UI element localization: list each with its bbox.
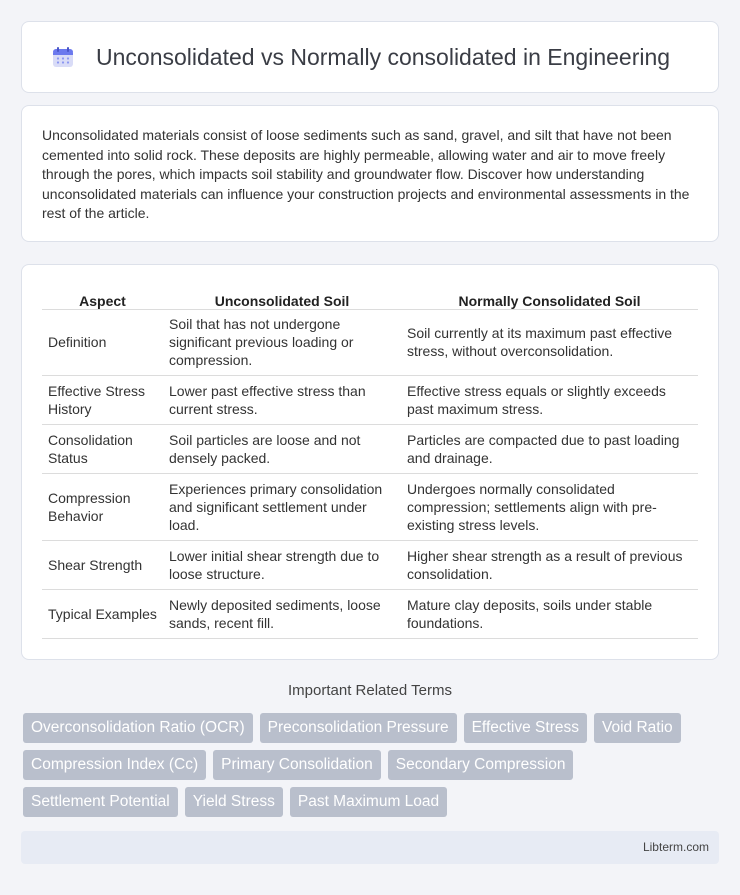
footer [21,831,719,864]
table-cell-aspect: Compression Behavior [42,473,163,540]
related-term-tag[interactable]: Void Ratio [594,713,681,743]
table-cell: Mature clay deposits, soils under stable foundations. [401,589,698,638]
header-card [21,21,719,93]
table-header-row [42,285,698,309]
table-row [42,589,698,638]
related-terms-heading: Important Related Terms [288,682,452,699]
related-term-tag[interactable]: Settlement Potential [23,787,178,817]
related-term-tag[interactable]: Primary Consolidation [213,750,381,780]
comparison-table [42,285,698,639]
related-term-tag[interactable]: Secondary Compression [388,750,574,780]
calendar-icon [50,44,76,70]
intro-paragraph: Unconsolidated materials consist of loose sediments such as sand, gravel, and silt that have not been cemented into solid rock. These deposits are highly permeable, allowing water and air to move freely through the pores, which impacts soil stability and groundwater flow. Discover how understanding unconsolidated materials can influence your construction projects and environmental assessments in the rest of the article. [42,127,690,222]
table-cell: Soil that has not undergone significant previous loading or compression. [163,309,401,375]
column-header-unconsolidated: Unconsolidated Soil [163,285,401,309]
intro-card [21,105,719,242]
table-row [42,375,698,424]
table-cell-aspect: Definition [42,309,163,375]
related-terms-list [23,713,713,817]
related-term-tag[interactable]: Compression Index (Cc) [23,750,206,780]
table-cell: Lower past effective stress than current stress. [163,375,401,424]
table-cell-aspect: Consolidation Status [42,424,163,473]
table-cell: Newly deposited sediments, loose sands, recent fill. [163,589,401,638]
footer-site-link[interactable]: Libterm.com [642,840,709,854]
table-cell-aspect: Effective Stress History [42,375,163,424]
table-cell: Soil particles are loose and not densely packed. [163,424,401,473]
table-cell-aspect: Shear Strength [42,540,163,589]
table-row [42,540,698,589]
table-cell: Undergoes normally consolidated compression; settlements align with pre-existing stress levels. [401,473,698,540]
related-term-tag[interactable]: Past Maximum Load [290,787,447,817]
table-cell: Effective stress equals or slightly exceeds past maximum stress. [401,375,698,424]
table-row [42,473,698,540]
table-cell: Soil currently at its maximum past effective stress, without overconsolidation. [401,309,698,375]
comparison-card [21,264,719,660]
table-cell: Particles are compacted due to past loading and drainage. [401,424,698,473]
related-term-tag[interactable]: Effective Stress [464,713,587,743]
related-term-tag[interactable]: Preconsolidation Pressure [260,713,457,743]
table-cell: Experiences primary consolidation and significant settlement under load. [163,473,401,540]
column-header-aspect: Aspect [42,285,163,309]
table-cell: Higher shear strength as a result of previous consolidation. [401,540,698,589]
related-term-tag[interactable]: Yield Stress [185,787,283,817]
table-row [42,424,698,473]
column-header-normally-consolidated: Normally Consolidated Soil [401,285,698,309]
table-cell: Lower initial shear strength due to loose structure. [163,540,401,589]
page-title: Unconsolidated vs Normally consolidated in Engineering [96,43,671,70]
table-row [42,309,698,375]
table-cell-aspect: Typical Examples [42,589,163,638]
related-term-tag[interactable]: Overconsolidation Ratio (OCR) [23,713,253,743]
